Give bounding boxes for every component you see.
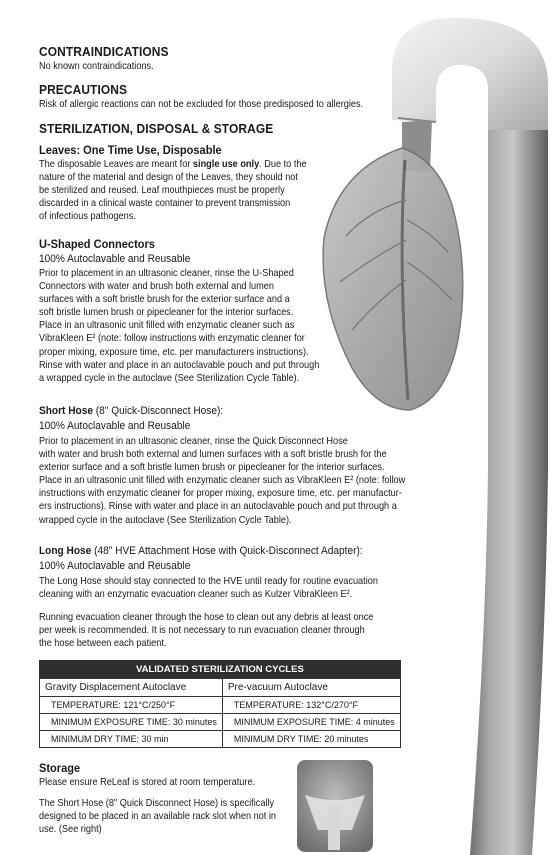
leaves-line: nature of the material and design of the Leaves, they should not [39, 172, 298, 184]
table-cell: MINIMUM DRY TIME: 20 minutes [233, 734, 369, 744]
longhose-line: The Long Hose should stay connected to the HVE until ready for routine evacuation [39, 576, 378, 587]
leaves-line-1: The disposable Leaves are meant for single use only. Due to the [39, 159, 307, 170]
storage-line: use. (See right) [39, 824, 102, 836]
longhose-line: the hose between each patient. [39, 638, 167, 650]
storage-line-1: Please ensure ReLeaf is stored at room temperature. [39, 777, 256, 788]
table-row [40, 714, 401, 731]
storage-heading: Storage [39, 761, 81, 775]
shorthose-line: with water and brush both external and lumen surfaces with a soft bristle brush for the [39, 449, 387, 461]
storage-line: designed to be placed in an available rack slot when not in [39, 811, 277, 823]
leaf-mouthpiece-graphic [323, 148, 463, 410]
leaves-line: be sterilized and reused. Leaf mouthpieces must be properly [39, 185, 285, 197]
ushaped-heading: U-Shaped Connectors [39, 237, 155, 251]
table-row [40, 731, 401, 748]
longhose-line: cleaning with an enzymatic evacuation cleaner such as Kulzer VibraKleen E². [39, 589, 353, 601]
ushaped-line: Rinse with water and place in an autoclavable pouch and put through [39, 359, 320, 371]
shorthose-line: instructions with enzymatic cleaner for proper mixing, exposure time, etc. per manufactur- [39, 488, 402, 500]
shorthose-subheading: 100% Autoclavable and Reusable [39, 420, 191, 432]
sterilization-cycles-table [39, 660, 401, 748]
table-title: VALIDATED STERILIZATION CYCLES [40, 661, 401, 679]
table-cell: TEMPERATURE: 132°C/270°F [233, 700, 358, 710]
contraindications-heading: CONTRAINDICATIONS [39, 44, 169, 59]
precautions-text: Risk of allergic reactions can not be excluded for those predisposed to allergies. [39, 99, 364, 110]
ushaped-line: soft bristle lumen brush or pipecleaner for the interior surfaces. [39, 307, 294, 319]
storage-line: The Short Hose (8" Quick Disconnect Hose) is specifically [39, 798, 275, 809]
table-col-head-prevacuum: Pre-vacuum Autoclave [222, 679, 400, 697]
u-shaped-connector-graphic [392, 18, 548, 130]
ushaped-line: Place in an ultrasonic unit filled with enzymatic cleaner such as [39, 320, 295, 332]
ushaped-line: proper mixing, exposure time, etc. per manufacturers instructions). [39, 346, 309, 358]
longhose-paragraph [39, 575, 378, 601]
shorthose-line: Place in an ultrasonic unit filled with enzymatic cleaner such as VibraKleen E² (note: follow [39, 475, 406, 487]
table-cell: TEMPERATURE: 121°C/250°F [51, 700, 176, 710]
shorthose-line: exterior surface and a soft bristle lumen brush or pipecleaner for the interior surfaces. [39, 462, 385, 474]
precautions-heading: PRECAUTIONS [39, 82, 128, 97]
single-use-emphasis: single use only [192, 159, 260, 170]
shorthose-heading: Short Hose (8" Quick-Disconnect Hose): [39, 405, 224, 417]
shorthose-line: wrapped cycle in the autoclave (See Sterilization Cycle Table). [39, 514, 292, 526]
ushaped-line: Connectors with water and brush both external and lumen [39, 281, 274, 293]
ushaped-paragraph [39, 267, 319, 385]
ushaped-line: surfaces with a soft bristle brush for the exterior surface and a [39, 294, 290, 306]
shorthose-line: ers instructions). Rinse with water and place in an autoclavable pouch and put through a [39, 501, 397, 513]
ushaped-line: Prior to placement in an ultrasonic cleaner, rinse the U-Shaped [39, 268, 294, 279]
table-cell: MINIMUM DRY TIME: 30 min [51, 734, 169, 744]
table-col-head-gravity: Gravity Displacement Autoclave [40, 679, 223, 697]
contraindications-text: No known contraindications. [39, 61, 154, 72]
leaves-heading: Leaves: One Time Use, Disposable [39, 143, 222, 157]
storage-rack-photo [297, 760, 373, 852]
longhose-line: per week is recommended. It is not necessary to run evacuation cleaner through [39, 625, 365, 637]
longhose-heading: Long Hose (48" HVE Attachment Hose with Quick-Disconnect Adapter): [39, 545, 363, 557]
leaves-line: of infectious pathogens. [39, 211, 136, 223]
ushaped-line: VibraKleen E² (note: follow instructions with enzymatic cleaner for [39, 333, 305, 345]
sterilization-heading: STERILIZATION, DISPOSAL & STORAGE [39, 121, 274, 136]
leaves-paragraph [39, 158, 307, 223]
leaves-line: discarded in a clinical waste container to prevent transmission [39, 198, 291, 210]
longhose-line: Running evacuation cleaner through the hose to clean out any debris at least once [39, 612, 374, 623]
long-hose-graphic [402, 110, 548, 855]
ushaped-line: a wrapped cycle in the autoclave (See Sterilization Cycle Table). [39, 372, 300, 384]
longhose-paragraph-2 [39, 611, 373, 650]
storage-paragraph [39, 797, 276, 836]
longhose-subheading: 100% Autoclavable and Reusable [39, 560, 191, 572]
shorthose-paragraph [39, 435, 405, 527]
ushaped-subheading: 100% Autoclavable and Reusable [39, 253, 191, 265]
table-cell: MINIMUM EXPOSURE TIME: 4 minutes [233, 717, 395, 727]
table-cell: MINIMUM EXPOSURE TIME: 30 minutes [51, 717, 217, 727]
table-row [40, 697, 401, 714]
shorthose-line: Prior to placement in an ultrasonic cleaner, rinse the Quick Disconnect Hose [39, 436, 348, 447]
